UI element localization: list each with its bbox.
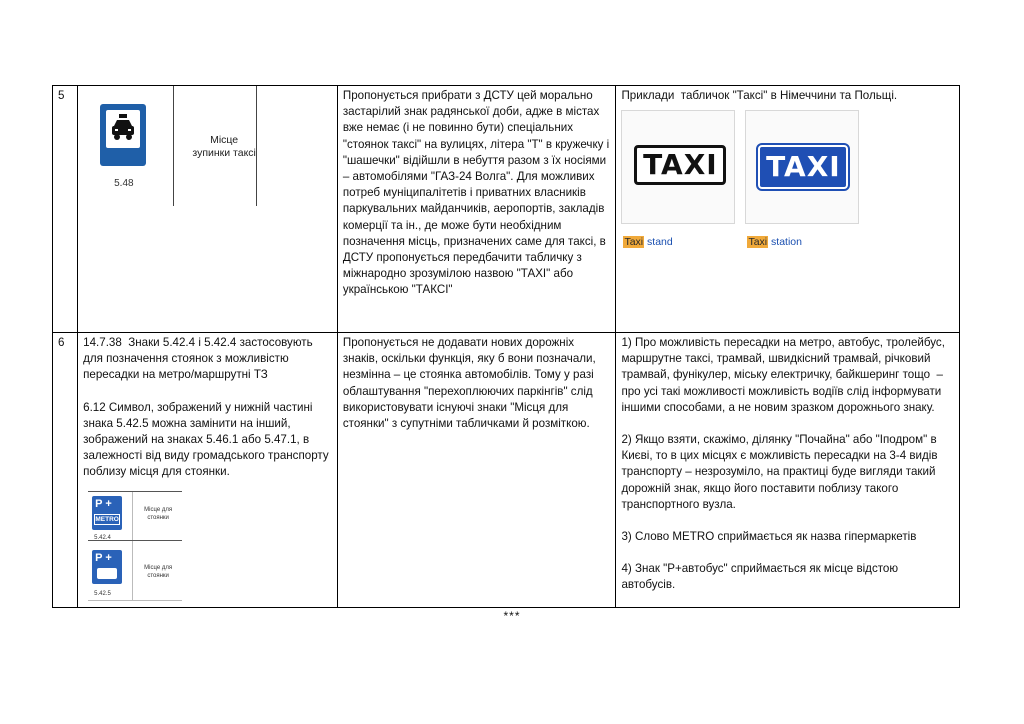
- sign-label: Місце для стоянки: [144, 506, 173, 521]
- row-number: 5: [53, 86, 78, 333]
- comments-cell: [616, 333, 960, 608]
- examples-title: Приклади табличок "Таксі" в Німеччини та Польщі.: [621, 89, 898, 102]
- proposals-table: [52, 85, 960, 608]
- sign-code: 5.42.4: [94, 534, 111, 541]
- comment-text: 2) Якщо взяти, скажімо, ділянку "Почайна" або "Іподром" в Києві, то в цих місцях є можливість пересадки на 3-4 видів транспорту – незрозуміло, на практиці буде вигляди такий дорожній знак, якщо його поставити поблизу такого транспортного вузла.: [621, 433, 941, 511]
- proposal-text: Пропонується не додавати нових дорожніх знаків, оскільки функція, яку б вони позначали, незмінна – це стоянка автомобілів. Тому у разі облаштування "перехоплюючих паркінгів" слід використовувати існуючі знаки "Місця для стоянки" з супутніми табличками й розміткою.: [337, 333, 616, 608]
- taxi-examples: [621, 110, 954, 260]
- parking-signs-image: [88, 491, 182, 601]
- comment-text: 4) Знак "Р+автобус" сприймається як місце відстою автобусів.: [621, 562, 902, 592]
- bus-icon: [97, 568, 117, 579]
- taxi-plate: TAXI: [634, 145, 726, 185]
- row-number: 6: [53, 333, 78, 608]
- table-row: [53, 333, 960, 608]
- comment-text: 1) Про можливість пересадки на метро, автобус, тролейбус, маршрутне таксі, трамвай, швидкісний трамвай, річковий трамвай, фунікулер, міську електричку, байкшеринг тощо – про усі такі можливості можливість водіїв слід інформувати іншими способами, а не новим зразком дорожнього знаку.: [621, 336, 949, 414]
- park-and-ride-bus-sign: P +: [92, 550, 122, 584]
- taxi-station-image: [745, 110, 859, 224]
- sign-frame: [78, 86, 308, 206]
- sign-label: Місце зупинки таксі: [192, 134, 256, 159]
- taxi-plate: TAXI: [758, 145, 848, 189]
- taxi-car-icon: [106, 110, 140, 148]
- sign-label: Місце для стоянки: [144, 564, 173, 579]
- comment-text: 3) Слово METRO сприймається як назва гіпермаркетів: [621, 530, 917, 544]
- rule-cell: [78, 333, 338, 608]
- sign-cell: [78, 86, 338, 333]
- section-separator: ***: [503, 609, 521, 623]
- taxi-sign-image: [100, 104, 146, 166]
- proposal-text: Пропонується прибрати з ДСТУ цей морально застарілий знак радянської доби, адже в містах вже немає (і не повинно бути) спеціальних "стоянок таксі" на вулицях, літера "Т" в кружечку і "шашечки" відійшли в небуття разом з їх носіями – автомобілями "ГАЗ-24 Волга". Для можливих потреб муніципалітетів і приватних власників паркувальних майданчиків, аеропортів, закладів комерції та ін., де може бути необхідним позначення місць, призначених саме для таксі, в ДСТУ пропонується передбачити табличку з міжнародно зрозумілою назвою "ТАХІ" або українською "ТАКСІ": [337, 86, 616, 333]
- table-row: [53, 86, 960, 333]
- taxi-caption: Taxi station: [748, 236, 802, 249]
- rule-text: 14.7.38 Знаки 5.42.4 і 5.42.4 застосовують для позначення стоянок з можливістю пересадки на метро/маршрутні ТЗ: [83, 336, 316, 382]
- sign-code: 5.42.5: [94, 590, 111, 597]
- examples-cell: [616, 86, 960, 333]
- park-and-ride-metro-sign: P + METRO: [92, 496, 122, 530]
- taxi-caption: Taxi stand: [624, 236, 673, 249]
- sign-code: 5.48: [114, 178, 134, 189]
- rule-text: 6.12 Символ, зображений у нижній частині знака 5.42.5 можна замінити на інший, зображений на знаках 5.46.1 або 5.47.1, в залежності від виду громадського транспорту поблизу місця для стоянки.: [83, 400, 332, 479]
- taxi-stand-image: [621, 110, 735, 224]
